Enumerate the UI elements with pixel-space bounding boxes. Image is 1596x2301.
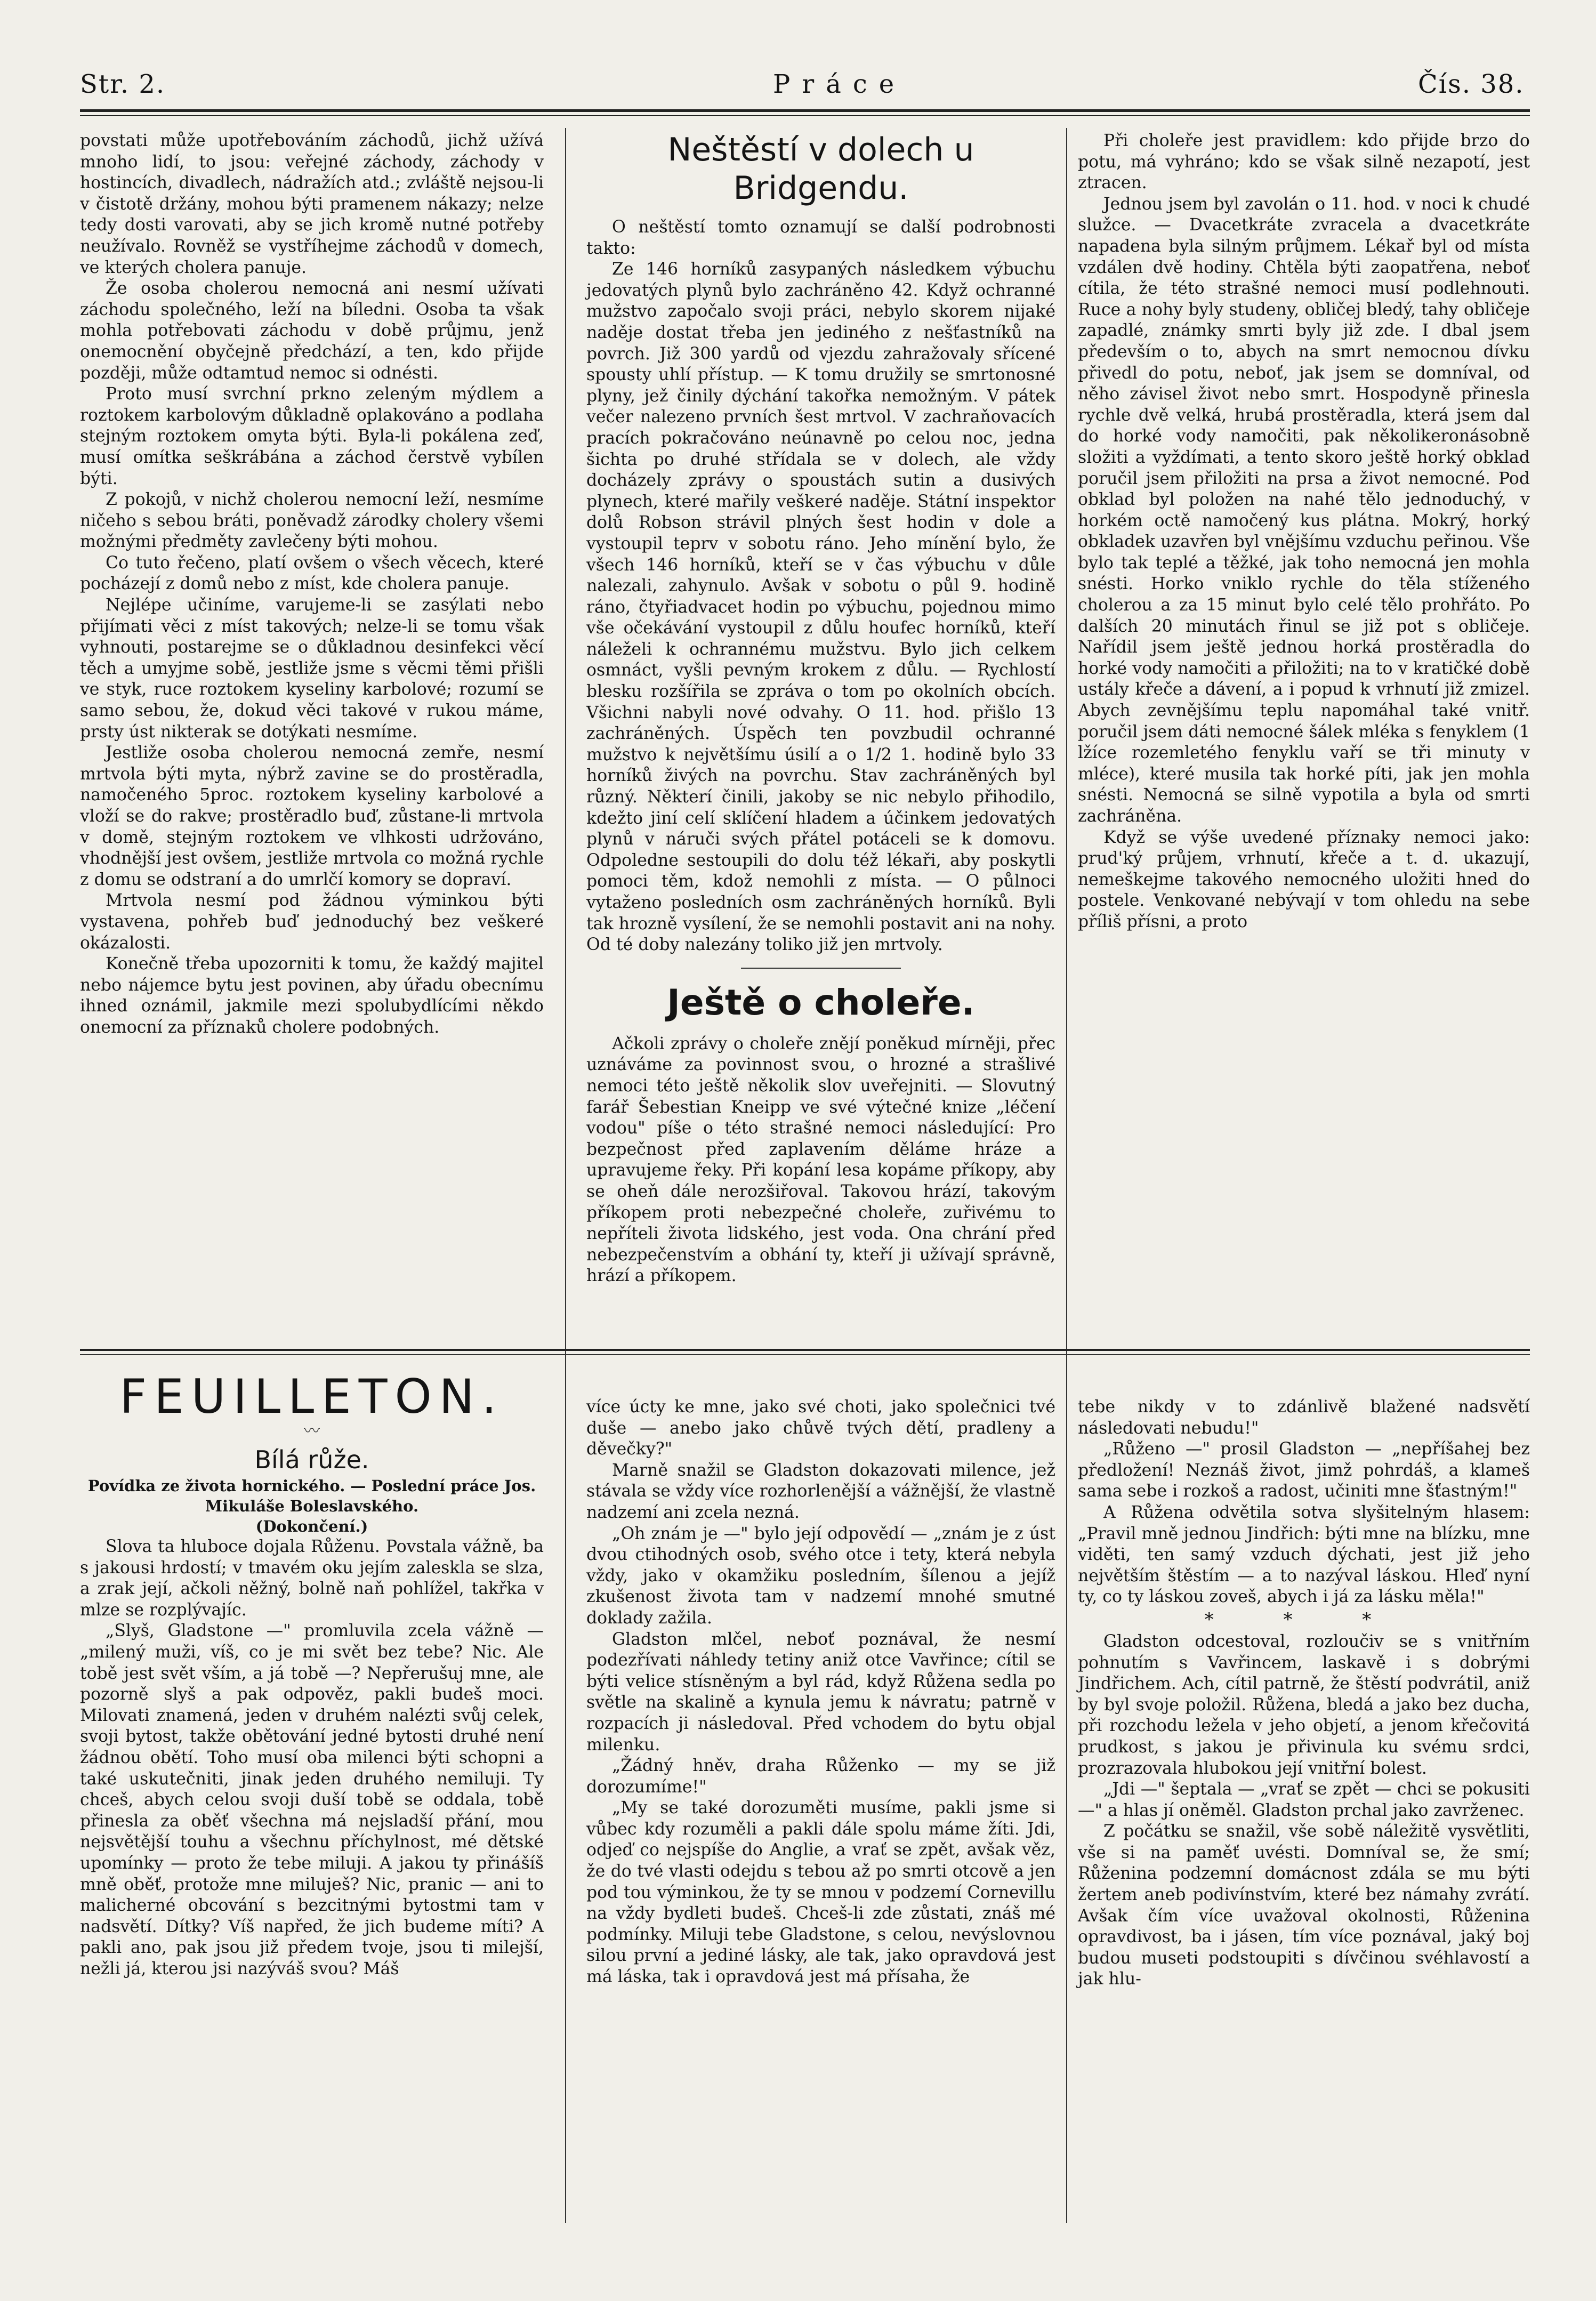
cholera-article-continued — [80, 131, 544, 1039]
story-title: Bílá růže. — [254, 1445, 369, 1474]
paragraph: „Jdi —" šeptala — „vrať se zpět — chci se pokusiti —" a hlas jí oněměl. Gladston prchal jako zavrženec. — [1078, 1780, 1530, 1820]
paragraph: Jestliže osoba cholerou nemocná zemře, nesmí mrtvola býti myta, nýbrž zavine se do prostěradla, namočeného 5proc. roztokem kyseliny karbolové a vloží se do rakve; prostěradlo buď, zůstane-li mrtvola v domě, stejným roztokem ve vlhkosti udržováno, vhodnější jest ovšem, jestliže mrtvola co možná rychle z domu se odstraní a do umrlčí komory se dopraví. — [80, 743, 544, 889]
cholera-headline: Ještě o choleře. — [667, 981, 975, 1023]
section-rule — [741, 968, 901, 969]
paragraph: Marně snažil se Gladston dokazovati milence, jež stávala se vždy více rozhorlenější a vážnější, že vlastně nadzemí ani zcela nezná. — [586, 1460, 1055, 1522]
paragraph: Co tuto řečeno, platí ovšem o všech věcech, které pocházejí z domů nebo z míst, kde cholera panuje. — [80, 553, 544, 594]
paragraph: Mrtvola nesmí pod žádnou výminkou býti vystavena, pohřeb buď jednoduchý bez veškeré okázalosti. — [80, 891, 544, 953]
paragraph: Gladston odcestoval, rozloučiv se s vnitřním pohnutím s Vavřincem, laskavě i s dobrými Jindřichem. Ach, cítil patrně, že štěstí podvrátil, aniž by byl svoje položil. Růžena, bledá a jako bez ducha, při rozchodu ležela v jeho objetí, a jenom křečovitá prudkost, s jakou je přivinula ku svému srdci, prozrazovala hlubokou její vnitřní bolest. — [1078, 1631, 1530, 1778]
feuilleton-rule — [80, 1349, 1530, 1351]
paragraph: „Oh znám je —" bylo její odpovědí — „znám je z úst dvou ctihodných osob, svého otce i tety, která nebyla vždy, jako v okamžiku posledním, šílenou a jejíž zkušenost života tam v nadzemí mnohé smutné doklady zažila. — [586, 1524, 1055, 1628]
newspaper-title: Práce — [773, 69, 906, 99]
mine-disaster-article — [586, 131, 1055, 1287]
issue-number: Čís. 38. — [1418, 69, 1525, 99]
paragraph: „My se také dorozuměti musíme, pakli jsme si vůbec kdy rozuměli a pakli dále spolu máme žíti. Jdi, odjeď co nejspíše do Anglie, a vrať se zpět, avšak věz, že do tvé vlasti odejdu s tebou až po smrti otcově a jen pod tou výminkou, že ty se mnou v podzemí Cornevillu na vždy bydleti budeš. Chceš-li zde zůstati, znáš mé podmínky. Miluji tebe Gladstone, s celou, nevýslovnou silou první a jediné lásky, ale tak, jako opravdová jest má láska, tak i opravdová jest má přísaha, že — [586, 1798, 1055, 1987]
paragraph: Když se výše uvedené příznaky nemoci jako: prud'ký průjem, vrhnutí, křeče a t. d. ukazují, nemeškejme takového nemocného uložiti hned do postele. Venkované nebývají v tom ohledu na sebe příliš přísni, a proto — [1078, 827, 1530, 931]
running-head — [0, 0, 1596, 133]
paragraph: Proto musí svrchní prkno zeleným mýdlem a roztokem karbolovým důkladně oplakováno a podlaha stejným roztokem omyta býti. Byla-li pokálena zeď, musí omítka seškrábána a záchod čerstvě vybílen býti. — [80, 384, 544, 488]
paragraph: Jednou jsem byl zavolán o 11. hod. v noci k chudé služce. — Dvacetkráte zvracela a dvacetkráte napadena byla silným průjmem. Lékař byl od místa vzdálen dvě hodiny. Chtěla býti zaopatřena, neboť cítila, že této strašné nemoci musí podlehnouti. Ruce a nohy byly studeny, obličej bledý, tahy obličeje zapadlé, známky smrti byly již zde. I dbal jsem především o to, abych na smrt nemocnou dívku přivedl do potu, neboť, jak jsem se domníval, od něho závisel život nebo smrt. Hospodyně přinesla rychle dvě velká, hrubá prostěradla, která jsem dal do horké vody namočiti, pak několikeronásobně složiti a vyždímati, a tento skoro ještě horký obklad poručil jsem přiložiti na prsa a život nemocné. Pod obklad byl položen na nahé tělo jednoduchý, v horkém octě namočený kus plátna. Mokrý, horký obkladek uzavřen byl vnějšímu vzduchu peřinou. Vše bylo tak teplé a těžké, jak toho nemocná jen mohla snésti. Horko vniklo rychle do těla stíženého cholerou a za 15 minut bylo celé tělo prohřáto. Po dalších 20 minutách řinul se již pot s obličeje. Nařídil jsem ještě jednou horká prostěradla do horké vody namočiti a přiložiti; na to v kratičké době ustály křeče a dávení, a i popud k vrhnutí již zmizel. Abych zevnějšímu teplu napomáhal také vnitř. poručil jsem dáti nemocné šálek mléka s fenyklem (1 lžíce rozemletého fenyklu vaří se tři minuty v mléce), které musila tak horké píti, jak jen mohla snésti. Nemocná se silně vypotila a byla od smrti zachráněna. — [1078, 194, 1530, 826]
feuilleton-column-3 — [1078, 1397, 1530, 1990]
paragraph: A Růžena odvětila sotva slyšitelným hlasem: „Pravil mně jednou Jindřich: býti mne na blízku, mne viděti, ten samý vzduch dýchati, jest již jeho největším štěstím — a to nazýval láskou. Hleď nyní ty, co ty láskou zoveš, abych i já za lásku měla!" — [1078, 1502, 1530, 1607]
paragraph: „Růženo —" prosil Gladston — „nepříšahej bez předložení! Neznáš život, jimž pohrdáš, a klameš sama sebe i rozkoš a radost, učiniti mne šťastným!" — [1078, 1439, 1530, 1501]
paragraph: Ze 146 horníků zasypaných následkem výbuchu jedovatých plynů bylo zachráněno 42. Když ochranné mužstvo započalo svoji práci, nebylo skorem nijaké naděje dostat třeba jen jediného z nešťastníků na povrch. Již 300 yardů od vjezdu zahražovaly sřícené spousty uhlí přístup. — K tomu družily se smrtonosné plyny, jež činily dýchání takořka nemožným. V pátek večer nalezeno prvních šest mrtvol. V zachraňovacích pracích pokračováno neúnavně po celou noc, jedna šichta po druhé střídala se v dolech, ale vždy docházely zprávy o spoustách sutin a dusivých plynech, které mařily veškeré naděje. Státní inspektor dolů Robson strávil plných šest hodin v dole a vystoupil teprv v sobotu ráno. Jeho mínění bylo, že všech 146 horníků, kteří se v čas výbuchu v důle nalezali, zahynulo. Avšak v sobotu o půl 9. hodině ráno, čtyřiadvacet hodin po výbuchu, pojednou mimo vše očekávání vystoupil z důlu houfec horníků, kteří náleželi k ochrannému mužstvu. Bylo jich celkem osmnáct, vyšli pevným krokem z důlu. — Rychlostí blesku rozšířila se zpráva o tom po okolních obcích. Všichni nabyli nové odvahy. O 11. hod. přišlo 13 zachráněných. Úspěch ten povzbudil ochranné mužstvo k největšímu úsilí a o 1/2 1. hodině bylo 33 horníků živých na povrchu. Stav zachráněných byl různý. Některí činili, jakoby se nic nebylo přihodilo, kdežto jiní celí sklíčení hladem a účinkem jedovatých plynů v náruči svých přátel potáceli se k domovu. Odpoledne sestoupili do dolu též lékaři, aby poskytli pomoci těm, kdož nemohli z místa. — O půlnoci vytaženo posledních osm zachráněných horníků. Byli tak hrozně vysílení, že se nemohli postavit ani na nohy. Od té doby nalezány toliko již jen mrtvoly. — [586, 260, 1055, 955]
paragraph: Slova ta hluboce dojala Růženu. Povstala vážně, ba s jakousi hrdostí; v tmavém oku jejím zaleskla se slza, a zrak její, ačkoli něžný, bolně naň pohlížel, takřka v mlze se rozplývajíc. — [80, 1537, 544, 1620]
paragraph: tebe nikdy v to zdánlivě blažené nadsvětí následovati nebudu!" — [1078, 1397, 1530, 1438]
column-divider-2 — [1066, 128, 1067, 2223]
paragraph: Z počátku se snažil, vše sobě náležitě vysvětliti, vše si na paměť uvésti. Domníval se, že smí; Růženina podzemní domácnost zdála se mu býti žertem aneb podivínstvím, které bez námahy zvrátí. Avšak čím více uvažoval okolnosti, Růženina opravdivost, ba i jásen, tím více poznával, jaký boj budou museti podstoupiti s dívčinou svéhlavostí a jak hlu- — [1078, 1822, 1530, 1989]
paragraph: „Slyš, Gladstone —" promluvila zcela vážně — „milený muži, víš, co je mi svět bez tebe? Nic. Ale tobě jest svět vším, a já tobě —? Nepřerušuj mne, ale pozorně slyš a pak odpověz, pakli budeš moci. Milovati znamená, jeden v druhém nalézti svůj celek, svoji bytost, takže obětování jedné bytosti druhé není žádnou obětí. Toho musí oba milenci býti schopni a také uskutečniti, jinak jeden druhého nemiluji. Ty chceš, abych celou svoji duší tobě se oddala, tobě přinesla za oběť všechna má nejsladší přání, mou nejsvětější touhu a všechnu příchylnost, mé dětské upomínky — proto že tebe miluji. A jakou ty přinášíš mně oběť, protože mne miluješ? Nic, pranic — ani to malicherné obcování s bezcitnými bytostmi tam v nadsvětí. Dítky? Víš napřed, že jich budeme míti? A pakli ano, pak jsou již předem tvoje, jsou ti milejší, nežli já, kterou jsi nazýváš svou? Máš — [80, 1621, 544, 1978]
paragraph: Z pokojů, v nichž cholerou nemocní leží, nesmíme ničeho s sebou bráti, poněvadž zárodky cholery všemi možnými předměty zavlečeny býti mohou. — [80, 490, 544, 552]
paragraph: povstati může upotřebováním záchodů, jichž užívá mnoho lidí, to jsou: veřejné záchody, záchody v hostincích, divadlech, nádražích atd.; zvláště nejsou-li v čistotě držány, mohou býti pramenem nákazy; nelze tedy dosti varovati, aby se jich kromě nutné potřeby neužívalo. Rovněž se vystříhejme záchodů v domech, ve kterých cholera panuje. — [80, 131, 544, 277]
story-subtitle: Povídka ze života hornického. — Poslední práce Jos. Mikuláše Boleslavského. — [87, 1477, 536, 1515]
column-divider-1 — [565, 128, 566, 2223]
paragraph: Nejlépe učiníme, varujeme-li se zasýlati nebo přijímati věci z míst takových; nelze-li se tomu však vyhnouti, postarejme se o důkladnou desinfekci věcí těch a umyjme sobě, jestliže jsme s věcmi těmi přišli ve styk, ruce roztokem kyseliny karbolové; rozumí se samo sebou, že, dokud věci takové v rukou máme, prsty úst nikterak se dotýkati nesmíme. — [80, 596, 544, 742]
paragraph: Že osoba cholerou nemocná ani nesmí užívati záchodu společného, leží na bíledni. Osoba ta však mohla potřebovati záchodu v době průjmu, jenž onemocnění obyčejně předchází, a ten, kdo přijde později, může odtamtud nemoc si odnésti. — [80, 279, 544, 383]
paragraph: „Žádný hněv, draha Růženko — my se již dorozumíme!" — [586, 1756, 1055, 1797]
paragraph: Při choleře jest pravidlem: kdo přijde brzo do potu, má vyhráno; kdo se však silně nezapotí, jest ztracen. — [1078, 131, 1530, 193]
header-rule-thin — [80, 115, 1530, 116]
paragraph: Ačkoli zprávy o choleře znějí poněkud mírněji, přec uznáváme za povinnost svou, o hrozné a strašlivé nemoci této ještě několik slov uveřejniti. — Slovutný farář Šebestian Kneipp ve své výtečné knize „léčení vodou" píše o této strašné nemoci následující: Pro bezpečnost před zaplavením děláme hráze a upravujeme řeky. Při kopání lesa kopáme příkopy, aby se oheň dále nerozšiřoval. Takovou hrází, takovým příkopem proti nebezpečné choleře, zuřivému to nepříteli života lidského, jest voda. Ona chrání před nebezpečenstvím a obhání ty, kteří ji užívají správně, hrází a příkopem. — [586, 1034, 1055, 1286]
cholera-article-column-3 — [1078, 131, 1530, 933]
feuilleton-column-2 — [586, 1397, 1055, 1988]
header-rule — [80, 109, 1530, 112]
paragraph: Konečně třeba upozorniti k tomu, že každý majitel nebo nájemce bytu jest povinen, aby úřadu obecnímu ihned oznámil, jakmile mezi spolubydlícími někdo onemocní za příznaků cholere podobných. — [80, 954, 544, 1037]
mine-disaster-headline: Neštěstí v dolech u Bridgendu. — [667, 131, 974, 207]
page-number: Str. 2. — [80, 69, 166, 99]
story-conclusion-note: (Dokončení.) — [255, 1517, 368, 1535]
feuilleton-column-1 — [80, 1365, 544, 1980]
paragraph: více úcty ke mne, jako své choti, jako společnici tvé duše — anebo jako chůvě tvých dětí, pradleny a děvečky?" — [586, 1397, 1055, 1459]
paragraph: Gladston mlčel, neboť poznával, že nesmí podezřívati náhledy tetiny aniž otce Vavřince; cítil se býti velice stísněným a byl rád, když Růžena sedla po světle na skalině a kynula jemu k návratu; patrně v rozpacích ji následoval. Před vchodem do bytu objal milenku. — [586, 1629, 1055, 1755]
paragraph: O neštěstí tomto oznamují se další podrobnosti takto: — [586, 218, 1055, 258]
feuilleton-rule-thin — [80, 1354, 1530, 1355]
section-break-stars: * * * — [1204, 1608, 1404, 1630]
ornament-icon: 〰 — [304, 1422, 320, 1441]
feuilleton-heading: FEUILLETON. — [119, 1369, 504, 1424]
